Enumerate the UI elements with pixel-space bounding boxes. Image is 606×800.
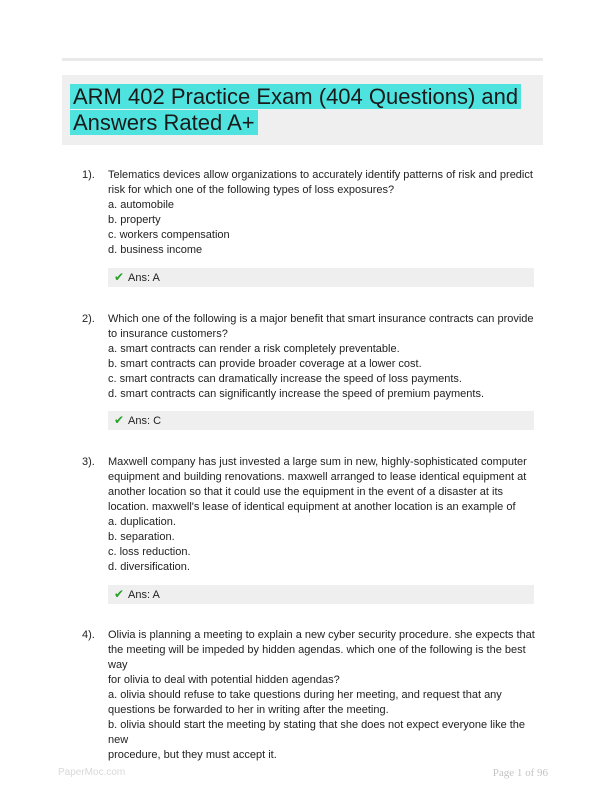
option-d: d. smart contracts can significantly increase the speed of premium payments. — [108, 388, 485, 400]
question-line: the meeting will be impeded by hidden agendas. which one of the following is the best way — [108, 644, 526, 671]
option-b: b. property — [108, 214, 161, 226]
answer-text: Ans: A — [128, 589, 160, 601]
check-icon: ✔ — [114, 413, 125, 427]
question-line: risk for which one of the following types of loss exposures? — [108, 184, 395, 196]
option-d: d. diversification. — [108, 561, 190, 573]
answer-box-2 — [108, 411, 534, 430]
question-line: to insurance customers? — [108, 328, 228, 340]
check-icon: ✔ — [114, 270, 125, 284]
answer-box-1 — [108, 268, 534, 287]
question-line: location. maxwell's lease of identical equipment at another location is an example of — [108, 501, 516, 513]
answer-text: Ans: C — [128, 415, 162, 427]
option-a: a. duplication. — [108, 516, 176, 528]
question-line: Which one of the following is a major benefit that smart insurance contracts can provide — [108, 313, 534, 325]
question-number: 3). — [82, 456, 95, 468]
question-number: 4). — [82, 629, 95, 641]
question-text — [108, 168, 538, 258]
option-c: c. loss reduction. — [108, 546, 191, 558]
top-rule — [62, 58, 543, 61]
question-number: 1). — [82, 169, 95, 181]
question-line: another location so that it could use the equipment in the event of a disaster at its — [108, 486, 504, 498]
document-title: ARM 402 Practice Exam (404 Questions) and Answers Rated A+ — [70, 84, 540, 136]
question-text — [108, 312, 538, 402]
question-number: 2). — [82, 313, 95, 325]
option-b: b. separation. — [108, 531, 175, 543]
footer-watermark: PaperMoc.com — [58, 767, 126, 778]
option-a: a. automobile — [108, 199, 175, 211]
option-b-continued: procedure, but they must accept it. — [108, 749, 277, 761]
answer-text: Ans: A — [128, 272, 160, 284]
question-line: Telematics devices allow organizations to accurately identify patterns of risk and predict — [108, 169, 533, 181]
option-a: a. smart contracts can render a risk completely preventable. — [108, 343, 400, 355]
question-line: equipment and building renovations. maxwell arranged to lease identical equipment at — [108, 471, 527, 483]
check-icon: ✔ — [114, 587, 125, 601]
question-text — [108, 455, 538, 575]
question-line: Olivia is planning a meeting to explain a new cyber security procedure. she expects that — [108, 629, 535, 641]
option-b: b. smart contracts can provide broader coverage at a lower cost. — [108, 358, 422, 370]
question-line: Maxwell company has just invested a large sum in new, highly-sophisticated computer — [108, 456, 527, 468]
option-c: c. smart contracts can dramatically increase the speed of loss payments. — [108, 373, 462, 385]
option-b: b. olivia should start the meeting by stating that she does not expect everyone like the new — [108, 719, 526, 746]
answer-box-3 — [108, 585, 534, 604]
question-text — [108, 628, 538, 763]
option-c: c. workers compensation — [108, 229, 230, 241]
option-a-continued: questions be forwarded to her in writing after the meeting. — [108, 704, 389, 716]
option-a: a. olivia should refuse to take questions during her meeting, and request that any — [108, 689, 502, 701]
page-number: Page 1 of 96 — [492, 767, 548, 779]
question-line: for olivia to deal with potential hidden agendas? — [108, 674, 340, 686]
option-d: d. business income — [108, 244, 203, 256]
